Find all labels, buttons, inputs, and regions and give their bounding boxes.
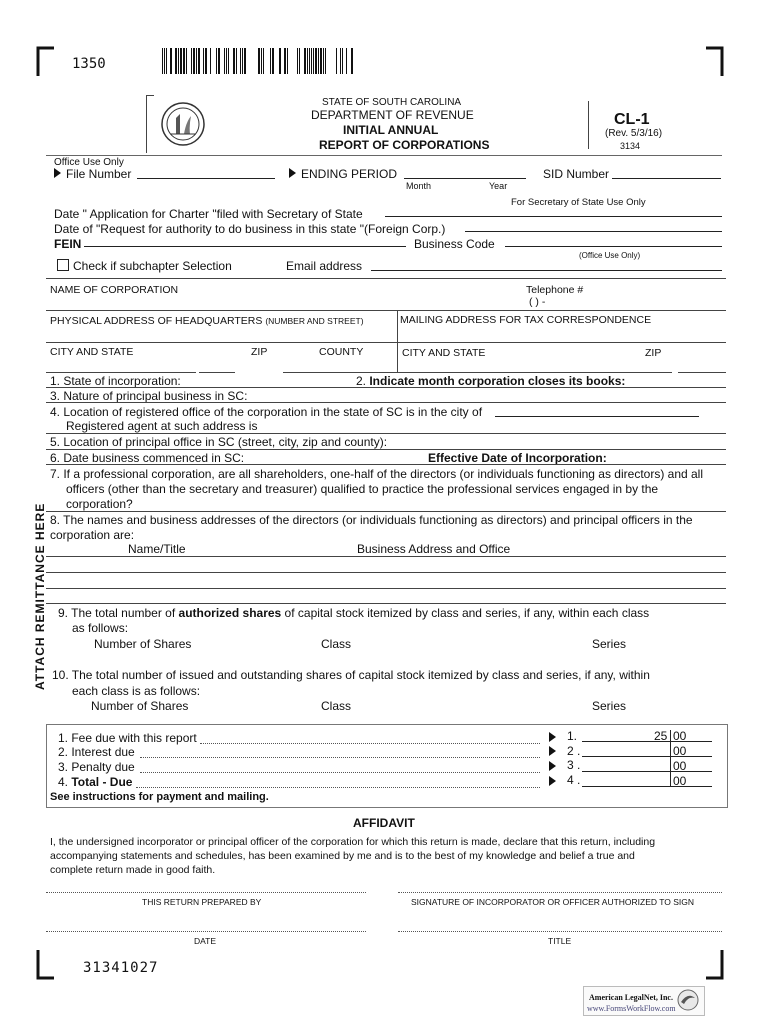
q9-line2: as follows: [72, 621, 129, 635]
total-due-label: 4. Total - Due [58, 775, 133, 789]
interest-due-label: 2. Interest due [58, 745, 135, 759]
state-name: STATE OF SOUTH CAROLINA [322, 97, 462, 108]
q9-class-header: Class [321, 637, 352, 651]
q9-authorized-shares: 9. The total number of authorized shares of capital stock itemized by class and series, if any, within each class [58, 606, 650, 620]
fein-field[interactable] [84, 246, 406, 247]
ending-period-field[interactable] [404, 178, 526, 179]
publisher-logo-icon [676, 988, 700, 1012]
q4-registered-office: 4. Location of registered office of the corporation in the state of SC is in the city of [50, 405, 483, 419]
fee-line-2-number: 2 . [567, 744, 581, 758]
interest-amount-field[interactable] [582, 756, 712, 757]
department-name: DEPARTMENT OF REVENUE [311, 108, 474, 122]
q8-name-title-header: Name/Title [128, 542, 186, 556]
month-label: Month [406, 181, 432, 191]
q10-series-header: Series [592, 699, 627, 713]
email-field[interactable] [371, 270, 722, 271]
q8-directors: 8. The names and business addresses of the directors (or individuals functioning as directors) and principal officers in the [50, 513, 693, 527]
corner-mark-top-right [706, 46, 724, 76]
business-code-field[interactable] [505, 246, 722, 247]
telephone-mask: ( ) - [529, 296, 546, 308]
payment-instructions: See instructions for payment and mailing. [50, 791, 269, 803]
q7-line3: corporation? [66, 497, 133, 511]
affidavit-line1: I, the undersigned incorporator or principal officer of the corporation for which this return is made, declare that this return, including [50, 836, 656, 848]
file-number-field[interactable] [137, 178, 275, 179]
city-state-mailing-label: CITY AND STATE [402, 347, 486, 359]
prepared-by-field[interactable] [46, 892, 366, 893]
q10-issued-shares: 10. The total number of issued and outstanding shares of capital stock itemized by class and series, if any, within [52, 668, 650, 682]
signature-label: SIGNATURE OF INCORPORATOR OR OFFICER AUTHORIZED TO SIGN [411, 897, 695, 907]
q10-number-of-shares-header: Number of Shares [91, 699, 189, 713]
state-seal-icon [158, 100, 208, 148]
prepared-by-label: THIS RETURN PREPARED BY [142, 897, 262, 907]
name-of-corporation-label: NAME OF CORPORATION [50, 284, 179, 296]
total-amount-cents: 00 [673, 774, 687, 788]
fee-line-4-number: 4 . [567, 773, 581, 787]
form-title-line2: REPORT OF CORPORATIONS [319, 138, 490, 152]
file-number-label: File Number [66, 167, 132, 181]
sid-number-label: SID Number [543, 167, 610, 181]
q9-series-header: Series [592, 637, 627, 651]
signature-field[interactable] [398, 892, 722, 893]
fee-due-label: 1. Fee due with this report [58, 731, 197, 745]
publisher-name: American LegalNet, Inc. [589, 993, 673, 1002]
q6-effective-date: Effective Date of Incorporation: [428, 451, 607, 465]
title-field[interactable] [398, 931, 722, 932]
date-request-field[interactable] [465, 231, 722, 232]
form-title-line1: INITIAL ANNUAL [343, 123, 439, 137]
title-label: TITLE [548, 936, 572, 946]
q6-date-business-commenced: 6. Date business commenced in SC: [50, 451, 245, 465]
fee-line-3-number: 3 . [567, 758, 581, 772]
office-use-only-paren: (Office Use Only) [579, 251, 641, 260]
interest-amount-cents: 00 [673, 744, 687, 758]
penalty-amount-field[interactable] [582, 771, 712, 772]
subchapter-checkbox[interactable] [57, 259, 69, 271]
zip-label: ZIP [251, 346, 268, 358]
q4-registered-agent: Registered agent at such address is [66, 419, 258, 433]
corner-mark-bottom-right [706, 950, 724, 980]
fee-line-1-number: 1. [567, 729, 578, 743]
affidavit-line3: complete return made in good faith. [50, 864, 216, 876]
publisher-url: www.FormsWorkFlow.com [587, 1004, 676, 1013]
physical-address-label: PHYSICAL ADDRESS OF HEADQUARTERS (NUMBER AND STREET) [50, 315, 364, 327]
form-number: 3134 [620, 141, 641, 151]
subchapter-label: Check if subchapter Selection [73, 259, 232, 273]
county-label: COUNTY [319, 346, 364, 358]
q2-month-closes-books: 2. Indicate month corporation closes its books: [356, 374, 626, 388]
fein-label: FEIN [54, 237, 82, 251]
date-label: DATE [194, 936, 217, 946]
business-code-label: Business Code [414, 237, 495, 251]
date-charter-field[interactable] [385, 216, 722, 217]
form-code-bottom: 31341027 [83, 960, 159, 976]
q10-class-header: Class [321, 699, 352, 713]
q3-nature-of-business: 3. Nature of principal business in SC: [50, 389, 248, 403]
date-charter-label: Date " Application for Charter "filed with Secretary of State [54, 207, 363, 221]
affidavit-line2: accompanying statements and schedules, has been examined by me and is to the best of my knowledge and belief a true and [50, 850, 635, 862]
form-revision: (Rev. 5/3/16) [605, 128, 663, 139]
year-label: Year [489, 181, 508, 191]
attach-remittance-label: ATTACH REMITTANCE HERE [33, 502, 47, 690]
form-code-top: 1350 [72, 56, 106, 72]
fee-amount-cents: 00 [673, 729, 687, 743]
fee-amount-dollars: 25 [654, 729, 668, 743]
barcode-icon [162, 48, 354, 74]
q5-principal-office: 5. Location of principal office in SC (street, city, zip and county): [50, 435, 388, 449]
affidavit-title: AFFIDAVIT [353, 816, 415, 830]
penalty-amount-cents: 00 [673, 759, 687, 773]
q1-state-of-incorporation: 1. State of incorporation: [50, 374, 181, 388]
total-amount-field[interactable] [582, 786, 712, 787]
q4-city-field[interactable] [495, 416, 699, 417]
corner-mark-bottom-left [36, 950, 54, 980]
form-id: CL-1 [614, 111, 650, 128]
date-field[interactable] [46, 931, 366, 932]
q7-line2: officers (other than the secretary and treasurer) qualified to practice the professional services engaged in by the [66, 482, 659, 496]
q7-professional-corporation: 7. If a professional corporation, are all shareholders, one-half of the directors (or individuals functioning as directors) and all [50, 467, 704, 481]
sid-number-field[interactable] [612, 178, 721, 179]
ending-period-label: ENDING PERIOD [301, 167, 398, 181]
sos-use-only-label: For Secretary of State Use Only [511, 197, 646, 208]
corner-mark-top-left [36, 46, 54, 76]
mailing-address-label: MAILING ADDRESS FOR TAX CORRESPONDENCE [400, 314, 652, 326]
zip-mailing-label: ZIP [645, 347, 662, 359]
email-label: Email address [286, 259, 363, 273]
q9-number-of-shares-header: Number of Shares [94, 637, 192, 651]
fee-amount-field[interactable] [582, 741, 712, 742]
city-state-label: CITY AND STATE [50, 346, 134, 358]
q10-line2: each class is as follows: [72, 684, 201, 698]
penalty-due-label: 3. Penalty due [58, 760, 135, 774]
telephone-label: Telephone # [526, 284, 584, 296]
q8-business-address-header: Business Address and Office [357, 542, 511, 556]
date-request-label: Date of "Request for authority to do business in this state "(Foreign Corp.) [54, 222, 446, 236]
office-use-only-label: Office Use Only [54, 157, 124, 168]
q8-line2: corporation are: [50, 528, 135, 542]
